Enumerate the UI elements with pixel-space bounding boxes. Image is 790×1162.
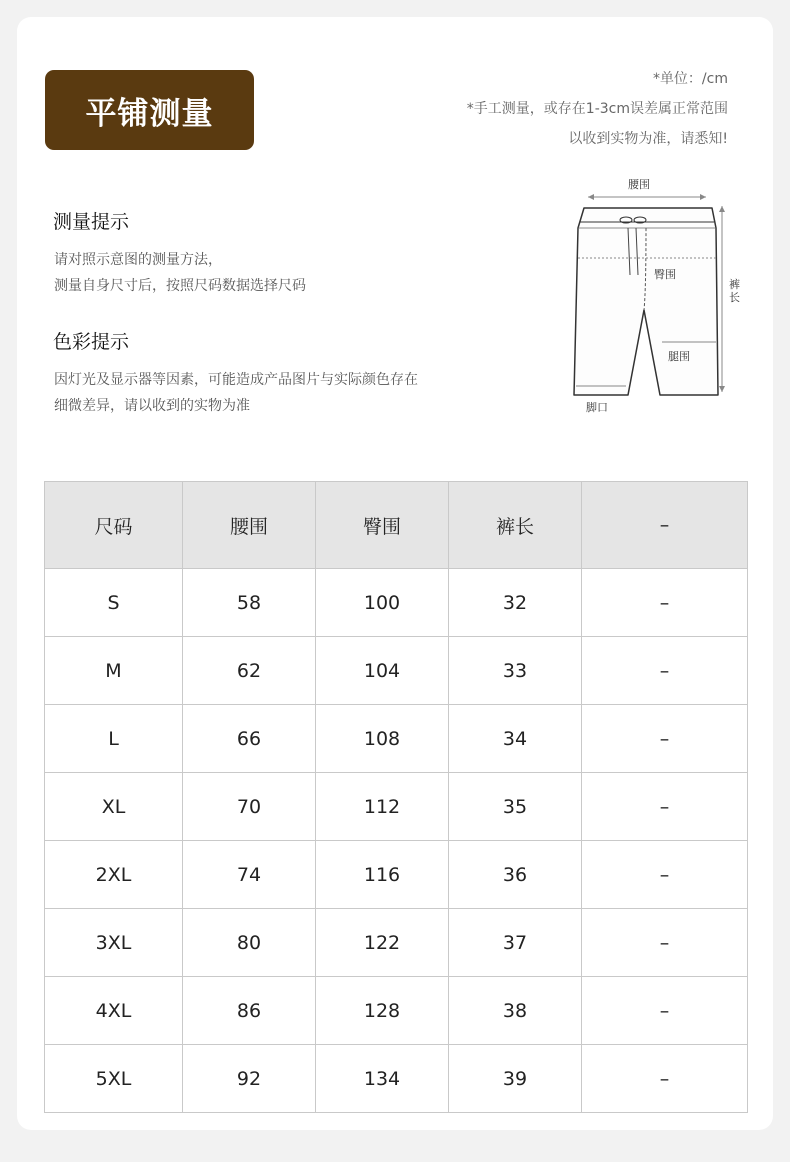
measurement-notes bbox=[467, 64, 728, 154]
cell-hip: 122 bbox=[316, 909, 449, 977]
cell-empty: – bbox=[582, 1045, 748, 1113]
cell-hip: 128 bbox=[316, 977, 449, 1045]
cell-empty: – bbox=[582, 569, 748, 637]
cell-hip: 116 bbox=[316, 841, 449, 909]
cell-waist: 80 bbox=[183, 909, 316, 977]
cell-waist: 92 bbox=[183, 1045, 316, 1113]
table-row bbox=[45, 841, 748, 909]
cell-waist: 66 bbox=[183, 705, 316, 773]
table-header-row bbox=[45, 482, 748, 569]
length-label-bottom: 长 bbox=[729, 291, 740, 304]
error-note: *手工测量，或存在1-3cm误差属正常范围 bbox=[466, 101, 728, 117]
cell-hip: 112 bbox=[316, 773, 449, 841]
cell-length: 38 bbox=[449, 977, 582, 1045]
cell-size: 4XL bbox=[45, 977, 183, 1045]
cell-empty: – bbox=[582, 773, 748, 841]
cell-size: S bbox=[45, 569, 183, 637]
header-hip: 臀围 bbox=[316, 482, 449, 569]
table-row bbox=[45, 569, 748, 637]
cell-waist: 74 bbox=[183, 841, 316, 909]
cell-waist: 86 bbox=[183, 977, 316, 1045]
cell-length: 35 bbox=[449, 773, 582, 841]
color-tip-title: 色彩提示 bbox=[53, 331, 130, 353]
table-row bbox=[45, 773, 748, 841]
cell-length: 36 bbox=[449, 841, 582, 909]
cell-length: 33 bbox=[449, 637, 582, 705]
color-tip-line-1: 因灯光及显示器等因素，可能造成产品图片与实际颜色存在 bbox=[54, 372, 418, 388]
hem-label: 脚口 bbox=[586, 401, 608, 414]
table-row bbox=[45, 705, 748, 773]
cell-empty: – bbox=[582, 637, 748, 705]
cell-hip: 104 bbox=[316, 637, 449, 705]
cell-length: 39 bbox=[449, 1045, 582, 1113]
header-empty: – bbox=[582, 482, 748, 569]
cell-length: 32 bbox=[449, 569, 582, 637]
confirm-note: 以收到实物为准，请悉知! bbox=[568, 131, 728, 147]
hip-label: 臀围 bbox=[654, 268, 676, 281]
cell-empty: – bbox=[582, 705, 748, 773]
cell-waist: 62 bbox=[183, 637, 316, 705]
cell-empty: – bbox=[582, 909, 748, 977]
thigh-label: 腿围 bbox=[668, 350, 690, 363]
measure-tip-line-2: 测量自身尺寸后，按照尺码数据选择尺码 bbox=[54, 278, 306, 294]
table-row bbox=[45, 637, 748, 705]
unit-note: *单位：/cm bbox=[652, 71, 728, 87]
table-row bbox=[45, 1045, 748, 1113]
cell-hip: 100 bbox=[316, 569, 449, 637]
shorts-measurement-diagram bbox=[566, 170, 750, 420]
table-row bbox=[45, 909, 748, 977]
length-label-top: 裤 bbox=[729, 278, 740, 291]
cell-hip: 108 bbox=[316, 705, 449, 773]
header-waist: 腰围 bbox=[183, 482, 316, 569]
cell-empty: – bbox=[582, 841, 748, 909]
header-length: 裤长 bbox=[449, 482, 582, 569]
cell-size: 5XL bbox=[45, 1045, 183, 1113]
cell-size: L bbox=[45, 705, 183, 773]
cell-empty: – bbox=[582, 977, 748, 1045]
waist-label: 腰围 bbox=[628, 178, 650, 191]
measure-tip-line-1: 请对照示意图的测量方法， bbox=[54, 252, 222, 268]
flat-measure-badge: 平铺测量 bbox=[45, 70, 254, 150]
cell-size: 2XL bbox=[45, 841, 183, 909]
cell-size: M bbox=[45, 637, 183, 705]
cell-waist: 70 bbox=[183, 773, 316, 841]
cell-length: 37 bbox=[449, 909, 582, 977]
cell-hip: 134 bbox=[316, 1045, 449, 1113]
table-row bbox=[45, 977, 748, 1045]
color-tip-line-2: 细微差异，请以收到的实物为准 bbox=[54, 398, 250, 414]
cell-size: XL bbox=[45, 773, 183, 841]
color-tip-text bbox=[54, 367, 418, 419]
cell-size: 3XL bbox=[45, 909, 183, 977]
header-size: 尺码 bbox=[45, 482, 183, 569]
measure-tip-title: 测量提示 bbox=[53, 211, 130, 233]
cell-length: 34 bbox=[449, 705, 582, 773]
size-table bbox=[44, 481, 748, 1113]
cell-waist: 58 bbox=[183, 569, 316, 637]
measure-tip-text bbox=[54, 247, 306, 299]
